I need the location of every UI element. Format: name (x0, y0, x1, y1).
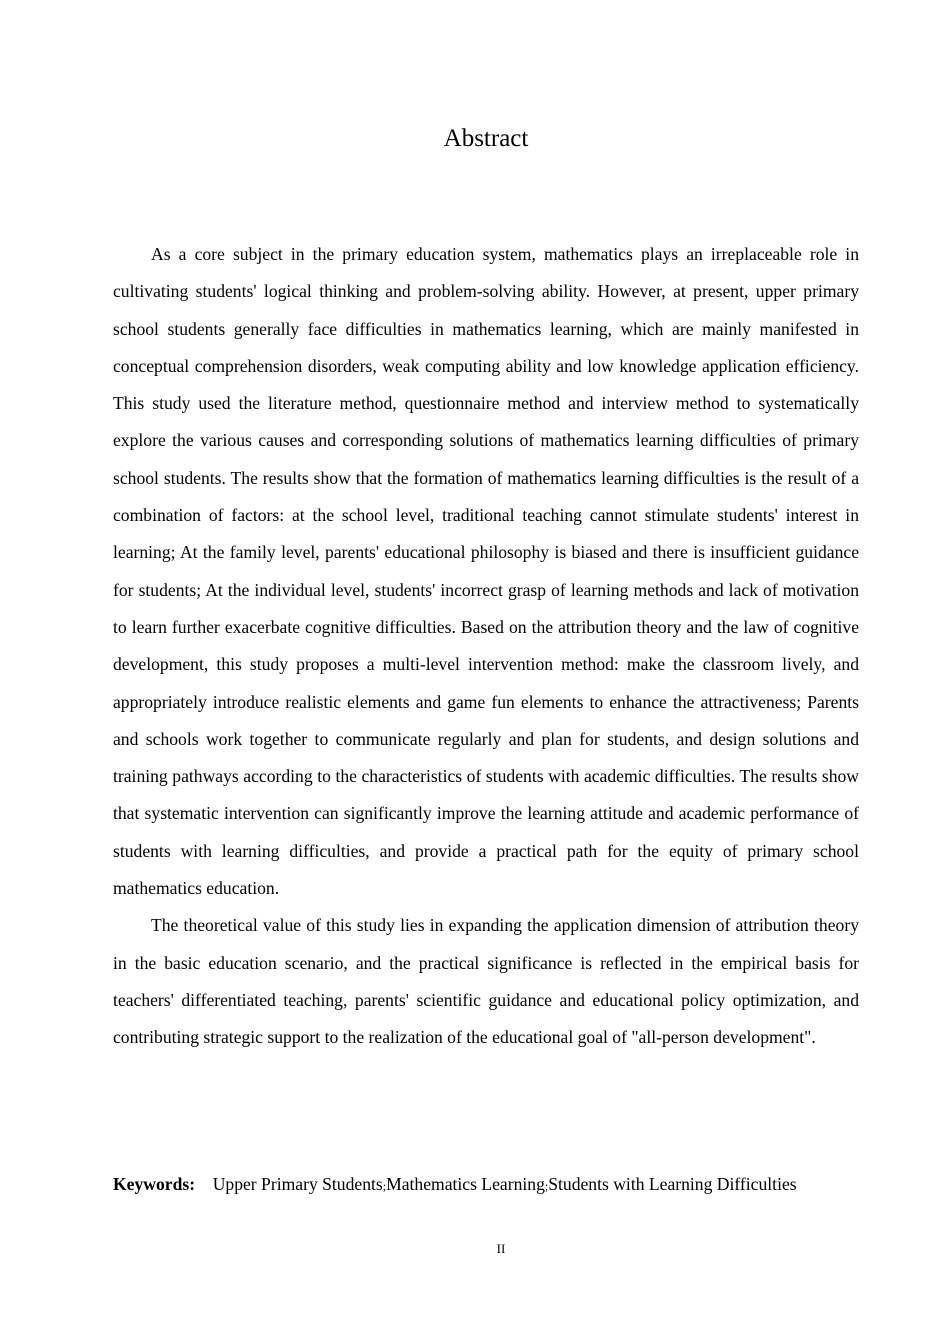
keyword-item: Students with Learning Difficulties (548, 1174, 797, 1194)
keyword-separator: ; (544, 1179, 549, 1193)
abstract-title: Abstract (443, 125, 529, 152)
keywords-label: Keywords: (113, 1174, 196, 1194)
abstract-body (113, 236, 859, 1057)
keyword-item: Mathematics Learning (386, 1174, 545, 1194)
abstract-paragraph-1: As a core subject in the primary education system, mathematics plays an irreplaceable role in cultivating students' logical thinking and problem-solving ability. However, at present, upper primary school students generally face difficulties in mathematics learning, which are mainly manifested in conceptual comprehension disorders, weak computing ability and low knowledge application efficiency. This study used the literature method, questionnaire method and interview method to systematically explore the various causes and corresponding solutions of mathematics learning difficulties of primary school students. The results show that the formation of mathematics learning difficulties is the result of a combination of factors: at the school level, traditional teaching cannot stimulate students' interest in learning; At the family level, parents' educational philosophy is biased and there is insufficient guidance for students; At the individual level, students' incorrect grasp of learning methods and lack of motivation to learn further exacerbate cognitive difficulties. Based on the attribution theory and the law of cognitive development, this study proposes a multi-level intervention method: make the classroom lively, and appropriately introduce realistic elements and game fun elements to enhance the attractiveness; Parents and schools work together to communicate regularly and plan for students, and design solutions and training pathways according to the characteristics of students with academic difficulties. The results show that systematic intervention can significantly improve the learning attitude and academic performance of students with learning difficulties, and provide a practical path for the equity of primary school mathematics education. (113, 244, 859, 899)
keyword-item: Upper Primary Students (212, 1174, 383, 1194)
keywords-line (113, 1166, 859, 1205)
keyword-separator: ; (382, 1179, 387, 1193)
page-number: II (496, 1241, 506, 1256)
abstract-paragraph-2: The theoretical value of this study lies in expanding the application dimension of attribution theory in the basic education scenario, and the practical significance is reflected in the empirical basis for teachers' differentiated teaching, parents' scientific guidance and educational policy optimization, and contributing strategic support to the realization of the educational goal of "all-person development". (113, 915, 859, 1048)
